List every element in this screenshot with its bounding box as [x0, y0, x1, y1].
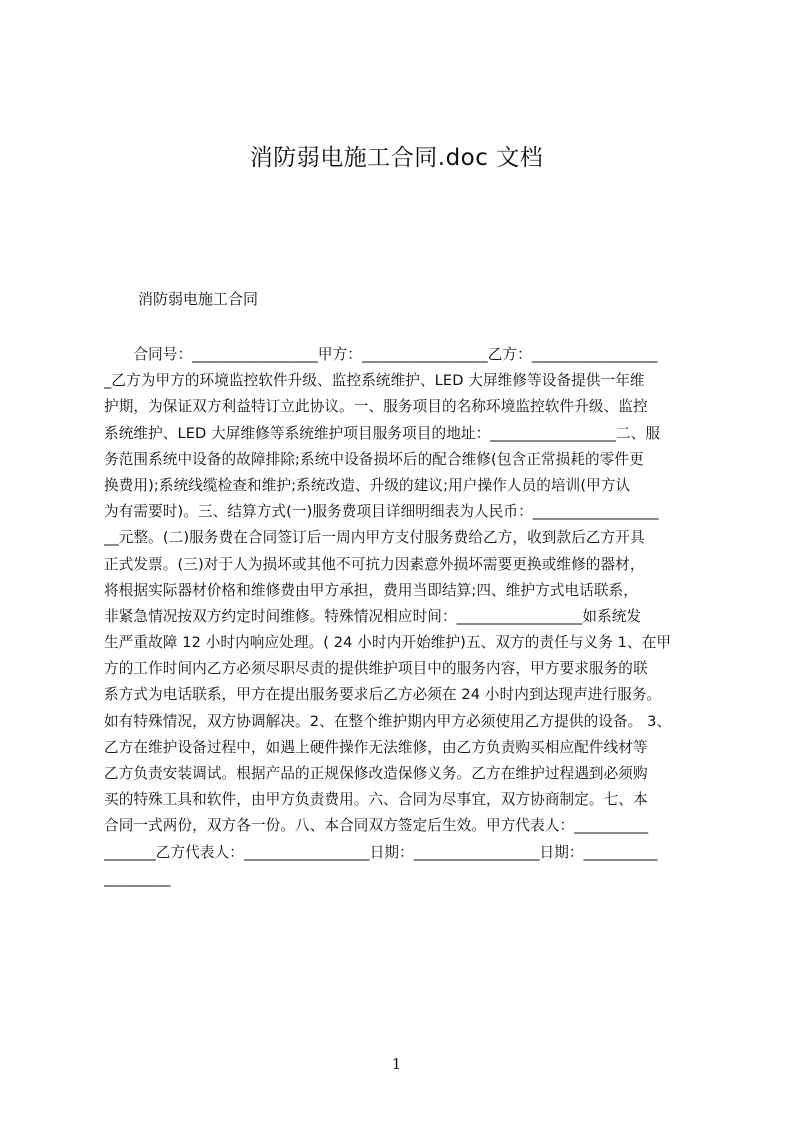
body-line: 换费用);系统线缆检查和维护;系统改造、升级的建议;用户操作人员的培训(甲方认 — [104, 476, 631, 494]
body-line: 方的工作时间内乙方必须尽职尽责的提供维护项目中的服务内容，甲方要求服务的联 — [104, 660, 648, 678]
body-line: 合同号：_________________甲方：_________________乙方：_________________ — [104, 346, 658, 363]
body-line: 为有需要时)。三、结算方式(一)服务费项目详细明细表为人民币：_________________ — [104, 503, 659, 521]
contract-heading: 消防弱电施工合同 — [138, 290, 259, 308]
contract-body — [104, 342, 698, 898]
body-line: 系统维护、LED 大屏维修等系统维护项目服务项目的地址：_________________二、服 — [104, 424, 661, 442]
body-line: _乙方为甲方的环境监控软件升级、监控系统维护、LED 大屏维修等设备提供一年维 — [104, 372, 645, 390]
body-line: 非紧急情况按双方约定时间维修。特殊情况相应时间：_________________如系统发 — [104, 607, 642, 625]
body-line: 护期，为保证双方利益特订立此协议。一、服务项目的名称环境监控软件升级、监控 — [104, 398, 648, 416]
document-title: 消防弱电施工合同.doc 文档 — [249, 145, 544, 171]
body-line: _________ — [104, 869, 171, 887]
body-line: 正式发票。(三)对于人为损坏或其他不可抗力因素意外损坏需要更换或维修的器材， — [104, 555, 645, 573]
body-line: 买的特殊工具和软件，由甲方负责费用。六、合同为尽事宜，双方协商制定。七、本 — [104, 791, 648, 809]
body-line: 合同一式两份，双方各一份。八、本合同双方签定后生效。甲方代表人：__________ — [104, 817, 649, 835]
body-line: 如有特殊情况，双方协调解决。2、在整个维护期内甲方必须使用乙方提供的设备。 3、 — [104, 712, 672, 730]
body-line: 系方式为电话联系，甲方在提出服务要求后乙方必须在 24 小时内到达现声进行服务。 — [104, 686, 662, 704]
body-line: 乙方负责安装调试。根据产品的正规保修改造保修义务。乙方在维护过程遇到必须购 — [104, 765, 648, 782]
body-line: 生严重故障 12 小时内响应处理。( 24 小时内开始维护)五、双方的责任与义务 1、在甲 — [104, 634, 672, 652]
page-number: 1 — [391, 1055, 402, 1073]
body-line: 务范围系统中设备的故障排除;系统中设备损坏后的配合维修(包含正常损耗的零件更 — [104, 450, 644, 468]
body-line: 乙方在维护设备过程中，如遇上硬件操作无法维修，由乙方负责购买相应配件线材等 — [104, 738, 648, 756]
body-line: 将根据实际器材价格和维修费由甲方承担，费用当即结算;四、维护方式电话联系， — [104, 581, 638, 599]
body-line: __元整。(二)服务费在合同签订后一周内甲方支付服务费给乙方，收到款后乙方开具 — [104, 529, 645, 547]
body-line: _______乙方代表人：_________________日期：_________________日期：__________ — [104, 843, 658, 861]
